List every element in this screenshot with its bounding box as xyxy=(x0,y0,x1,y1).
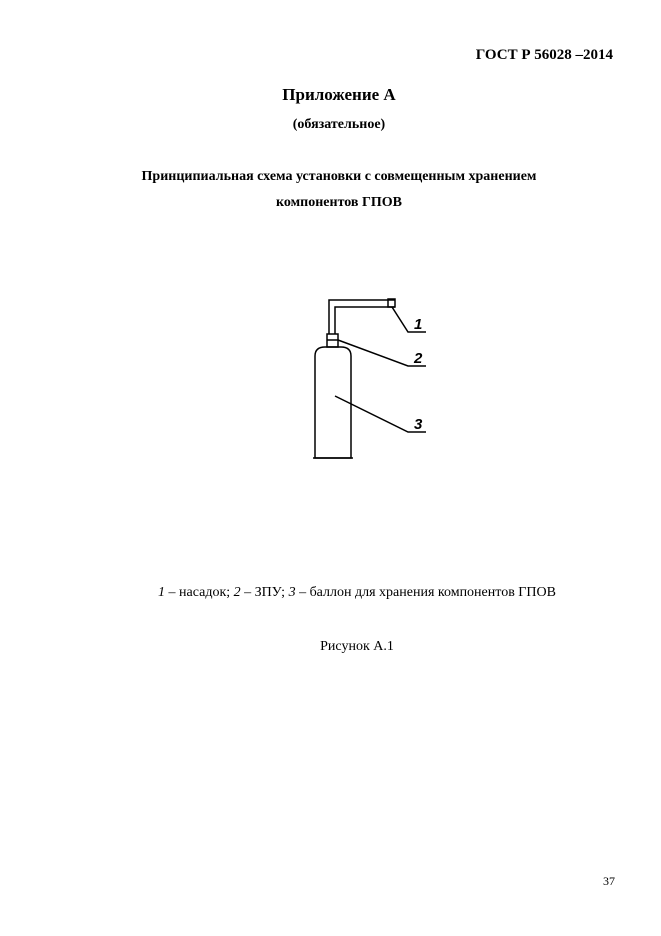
legend-text-2: – ЗПУ; xyxy=(240,585,289,600)
appendix-status: (обязательное) xyxy=(292,117,386,132)
leader-lines xyxy=(335,307,426,432)
document-code: ГОСТ Р 56028 –2014 xyxy=(475,47,613,63)
scheme-title-line2: компонентов ГПОВ xyxy=(276,195,402,210)
callout-2: 2 xyxy=(414,350,423,367)
legend-text-3: – баллон для хранения компонентов ГПОВ xyxy=(295,585,556,600)
callout-1: 1 xyxy=(414,316,423,333)
scheme-title-line1: Принципиальная схема установки с совмещенным хранением xyxy=(141,169,537,184)
legend-num-3: 3 xyxy=(288,585,296,600)
legend-text-1: – насадок; xyxy=(165,585,234,600)
legend-num-1: 1 xyxy=(158,585,166,600)
appendix-title: Приложение А xyxy=(282,85,396,104)
callout-3: 3 xyxy=(414,416,423,433)
figure-caption: Рисунок А.1 xyxy=(320,639,394,654)
installation-diagram xyxy=(300,290,440,470)
figure-legend xyxy=(0,585,661,601)
nozzle-pipe xyxy=(329,299,395,334)
legend-num-2: 2 xyxy=(233,585,241,600)
page-number: 37 xyxy=(603,874,615,888)
valve-block xyxy=(327,334,338,347)
